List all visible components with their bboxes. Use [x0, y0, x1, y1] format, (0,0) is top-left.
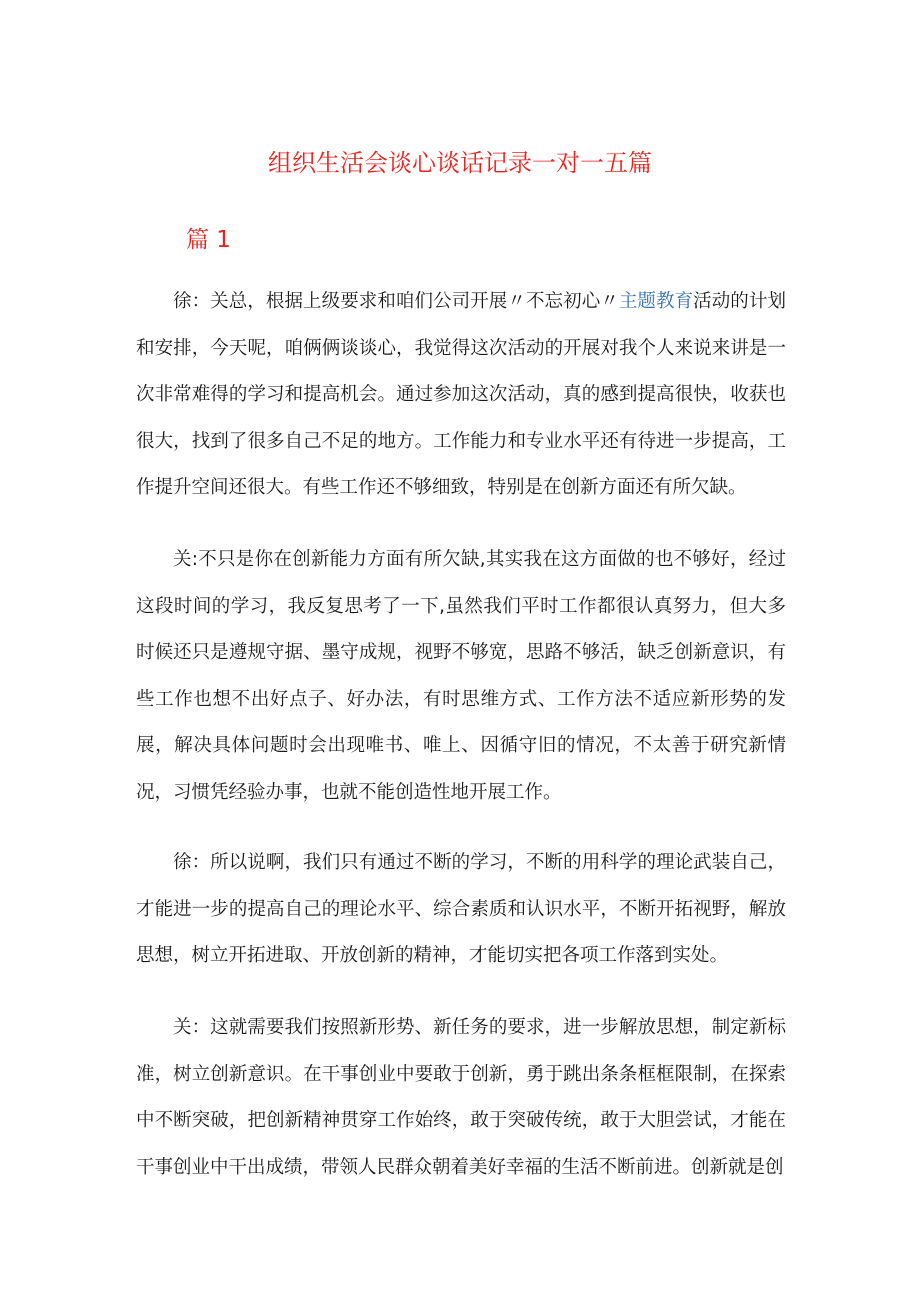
- paragraph-1-text-end: 活动的计划和安排，今天呢，咱俩俩谈谈心，我觉得这次活动的开展对我个人来说来讲是一次非常难得的学习和提高机会。通过参加这次活动，真的感到提高很快，收获也很大，找到了很多自己不足的地方。工作能力和专业水平还有待进一步提高，工作提升空间还很大。有些工作还不够细致，特别是在创新方面还有所欠缺。: [136, 291, 786, 498]
- section-heading: 篇 1: [186, 227, 231, 253]
- document-title: 组织生活会谈心谈话记录一对一五篇: [268, 149, 652, 177]
- paragraph-2: 关:不只是你在创新能力方面有所欠缺,其实我在这方面做的也不够好，经过这段时间的学习，我反复思考了一下,虽然我们平时工作都很认真努力，但大多时候还只是遵规守据、墨守成规，视野不够宽，思路不够活，缺乏创新意识，有些工作也想不出好点子、好办法，有时思维方式、工作方法不适应新形势的发展，解决具体问题时会出现唯书、唯上、因循守旧的情况，不太善于研究新情况，习惯凭经验办事，也就不能创造性地开展工作。: [136, 549, 786, 803]
- theme-education-link[interactable]: 主题教育: [618, 291, 694, 312]
- paragraph-1-text-start: 徐：关总，根据上级要求和咱们公司开展〃不忘初心〃: [173, 291, 619, 312]
- paragraph-4: 关：这就需要我们按照新形势、新任务的要求，进一步解放思想，制定新标准，树立创新意识。在干事创业中要敢于创新，勇于跳出条条框框限制，在探索中不断突破，把创新精神贯穿工作始终，敢于突破传统，敢于大胆尝试，才能在干事创业中干出成绩，带领人民群众朝着美好幸福的生活不断前进。创新就是创: [136, 1017, 786, 1178]
- paragraph-3: 徐：所以说啊，我们只有通过不断的学习，不断的用科学的理论武装自己，才能进一步的提高自己的理论水平、综合素质和认识水平，不断开拓视野，解放思想，树立开拓进取、开放创新的精神，才能切实把各项工作落到实处。: [136, 852, 786, 966]
- paragraph-1: [136, 279, 786, 512]
